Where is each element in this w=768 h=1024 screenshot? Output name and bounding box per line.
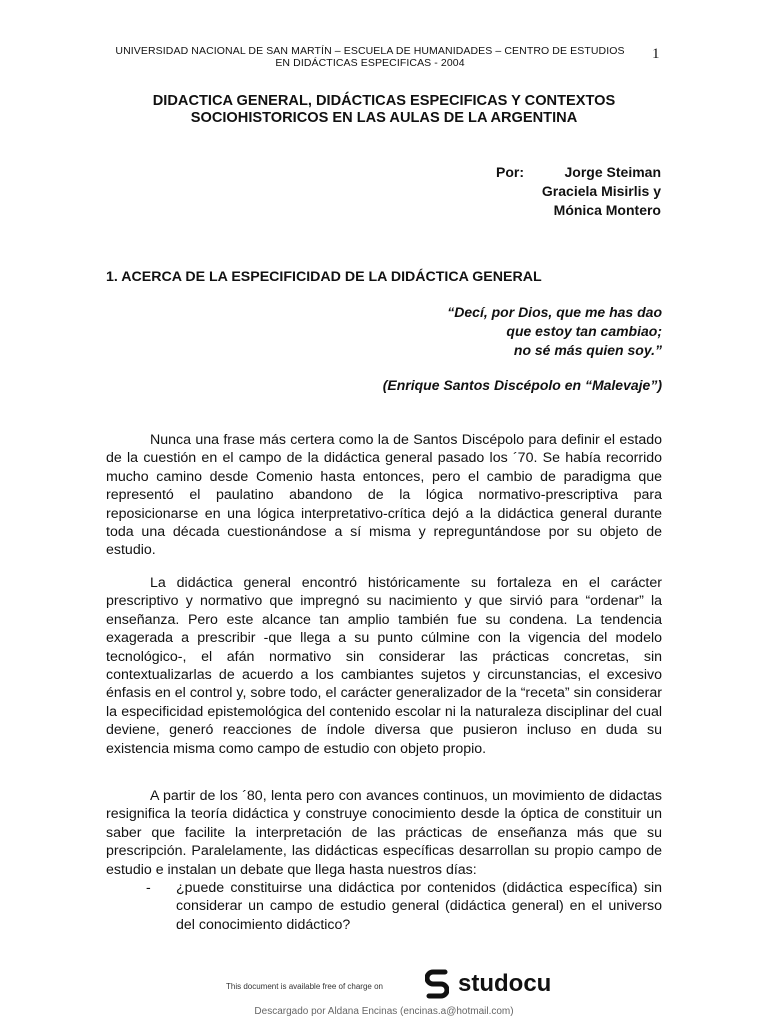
page-header: UNIVERSIDAD NACIONAL DE SAN MARTÍN – ESCUELA DE HUMANIDADES – CENTRO DE ESTUDIOS EN DIDÁCTICAS ESPECIFICAS - 2004 [115,45,625,69]
author-graciela-misirlis: Graciela Misirlis y [541,183,661,199]
epigraph-citation: (Enrique Santos Discépolo en “Malevaje”) [382,377,662,393]
epigraph-line-1: “Decí, por Dios, que me has dao [447,304,662,320]
paragraph-1-text: Nunca una frase más certera como la de Santos Discépolo para definir el estado de la cuestión en el campo de la didáctica general pasado los ´70. Se había recorrido mucho camino desde Comenio hasta entonces, pero el cambio de paradigma que representó el paulatino abandono de la lógica normativo-prescriptiva para reposicionarse en una lógica interpretativo-crítica dejó a la didáctica general durante toda una década cuestionándose a sí misma y repreguntándose por su objeto de estudio. [106,432,662,559]
list-dash: - [146,880,151,896]
paragraph-3-text: A partir de los ´80, lenta pero con avances continuos, un movimiento de didactas resignifica la teoría didáctica y construye conocimiento desde la óptica de constituir un saber que facilite la interpretación de las prácticas de enseñanza más que su prescripción. Paralelamente, las didácticas específicas desarrollan su propio campo de estudio e instalan un debate que llega hasta nuestros días: [106,788,662,878]
download-credit: Descargado por Aldana Encinas (encinas.a@hotmail.com) [254,1006,514,1017]
paragraph-3 [106,787,662,879]
epigraph-line-2: que estoy tan cambiao; [506,323,662,339]
por-label: Por: [496,164,524,180]
document-title: DIDACTICA GENERAL, DIDÁCTICAS ESPECIFICAS Y CONTEXTOS SOCIOHISTORICOS EN LAS AULAS DE LA ARGENTINA [152,93,616,126]
author-jorge-steiman: Jorge Steiman [564,164,661,180]
page-number: 1 [652,46,660,62]
epigraph [300,303,662,360]
paragraph-2 [106,574,662,758]
list-item-text: ¿puede constituirse una didáctica por contenidos (didáctica específica) sin considerar un campo de estudio general (didáctica general) en el universo del conocimiento didáctico? [176,880,662,933]
epigraph-line-3: no sé más quien soy.” [513,342,662,358]
studocu-logo-icon[interactable] [425,968,449,1000]
studocu-brand[interactable]: studocu [458,970,552,997]
author-monica-montero: Mónica Montero [553,202,661,218]
paragraph-2-text: La didáctica general encontró históricamente su fortaleza en el carácter prescriptivo y normativo que impregnó su nacimiento y que sirvió para “ordenar” la enseñanza. Pero este alcance tan amplio también fue su condena. La tendencia exagerada a prescribir -que llega a su punto cúlmine con la vigencia del modelo tecnológico-, el afán normativo sin considerar las prácticas concretas, sin contextualizarlas de acuerdo a los cambiantes sujetos y circunstancias, el excesivo énfasis en el control y, sobre todo, el carácter generalizador de la “receta” sin considerar la especificidad epistemológica del contenido escolar ni la naturaleza disciplinar del cual deviene, generó reacciones de índole diversa que pusieron incluso en duda su existencia misma como campo de estudio con objeto propio. [106,575,662,757]
list-item [146,879,662,934]
paragraph-1 [106,431,662,560]
section-heading: 1. ACERCA DE LA ESPECIFICIDAD DE LA DIDÁCTICA GENERAL [106,269,542,285]
authors-block [496,163,661,220]
footer-availability-text: This document is available free of charge on [226,982,383,991]
